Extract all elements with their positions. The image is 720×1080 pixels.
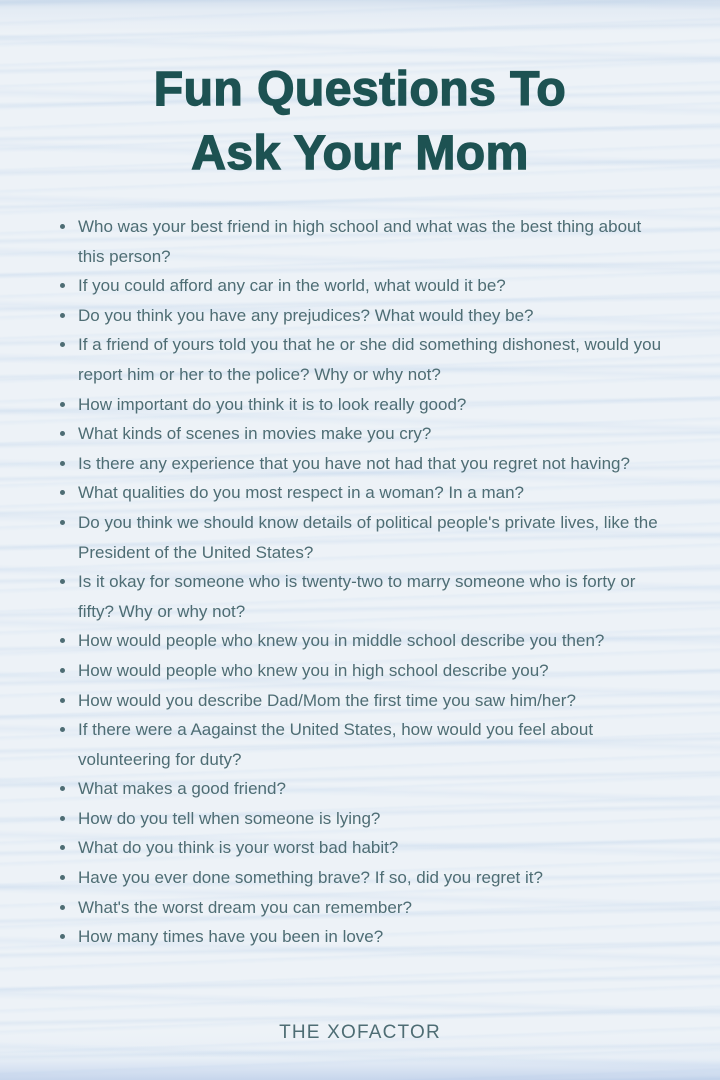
bullet-icon <box>60 668 65 673</box>
title-line-2: Ask Your Mom <box>191 127 529 180</box>
question-item <box>58 715 664 774</box>
question-text: What kinds of scenes in movies make you cry? <box>78 424 432 444</box>
bullet-icon <box>60 638 65 643</box>
question-item <box>58 390 664 420</box>
question-text: What qualities do you most respect in a woman? In a man? <box>78 483 525 503</box>
question-text: What makes a good friend? <box>78 779 286 799</box>
bullet-icon <box>60 283 65 288</box>
question-item <box>58 833 664 863</box>
question-text: How important do you think it is to look really good? <box>78 394 467 414</box>
question-item <box>58 922 664 952</box>
question-item <box>58 774 664 804</box>
bullet-icon <box>60 431 65 436</box>
bullet-icon <box>60 845 65 850</box>
question-text: What do you think is your worst bad habit? <box>78 838 399 858</box>
bullet-icon <box>60 727 65 732</box>
question-text: If you could afford any car in the world, what would it be? <box>78 276 506 296</box>
question-text: How would people who knew you in middle school describe you then? <box>78 631 605 651</box>
question-item <box>58 508 664 567</box>
question-item <box>58 567 664 626</box>
question-text: How would people who knew you in high school describe you? <box>78 660 549 680</box>
question-item <box>58 656 664 686</box>
bullet-icon <box>60 579 65 584</box>
bullet-icon <box>60 461 65 466</box>
question-text: Is there any experience that you have not had that you regret not having? <box>78 453 630 473</box>
bullet-icon <box>60 934 65 939</box>
question-item <box>58 863 664 893</box>
bullet-icon <box>60 520 65 525</box>
question-item <box>58 804 664 834</box>
questions-list <box>0 212 720 952</box>
question-item <box>58 478 664 508</box>
bullet-icon <box>60 224 65 229</box>
page-title <box>0 58 720 186</box>
question-text: Do you think you have any prejudices? What would they be? <box>78 305 534 325</box>
question-text: Do you think we should know details of political people's private lives, like the President of the United States? <box>78 512 658 562</box>
bullet-icon <box>60 786 65 791</box>
bullet-icon <box>60 402 65 407</box>
footer-brand: THE XOFACTOR <box>279 1022 441 1043</box>
question-text: How many times have you been in love? <box>78 927 384 947</box>
question-item <box>58 893 664 923</box>
question-text: If there were a Aagainst the United States, how would you feel about volunteering for duty? <box>78 720 594 769</box>
question-item <box>58 419 664 449</box>
question-item <box>58 626 664 656</box>
question-text: If a friend of yours told you that he or she did something dishonest, would you report him or her to the police? Why or why not? <box>78 335 662 384</box>
question-item <box>58 212 664 271</box>
bullet-icon <box>60 313 65 318</box>
bullet-icon <box>60 816 65 821</box>
question-item <box>58 330 664 389</box>
question-item <box>58 271 664 301</box>
question-text: Have you ever done something brave? If so, did you regret it? <box>78 868 543 888</box>
question-item <box>58 686 664 716</box>
question-text: What's the worst dream you can remember? <box>78 897 412 917</box>
question-text: Who was your best friend in high school and what was the best thing about this person? <box>78 217 642 266</box>
bullet-icon <box>60 875 65 880</box>
bullet-icon <box>60 698 65 703</box>
question-text: How would you describe Dad/Mom the first time you saw him/her? <box>78 690 576 710</box>
bullet-icon <box>60 342 65 347</box>
question-item <box>58 449 664 479</box>
question-item <box>58 301 664 331</box>
bullet-icon <box>60 490 65 495</box>
question-text: Is it okay for someone who is twenty-two to marry someone who is forty or fifty? Why or why not? <box>78 572 636 621</box>
question-text: How do you tell when someone is lying? <box>78 808 381 828</box>
bullet-icon <box>60 905 65 910</box>
title-line-1: Fun Questions To <box>153 63 567 116</box>
